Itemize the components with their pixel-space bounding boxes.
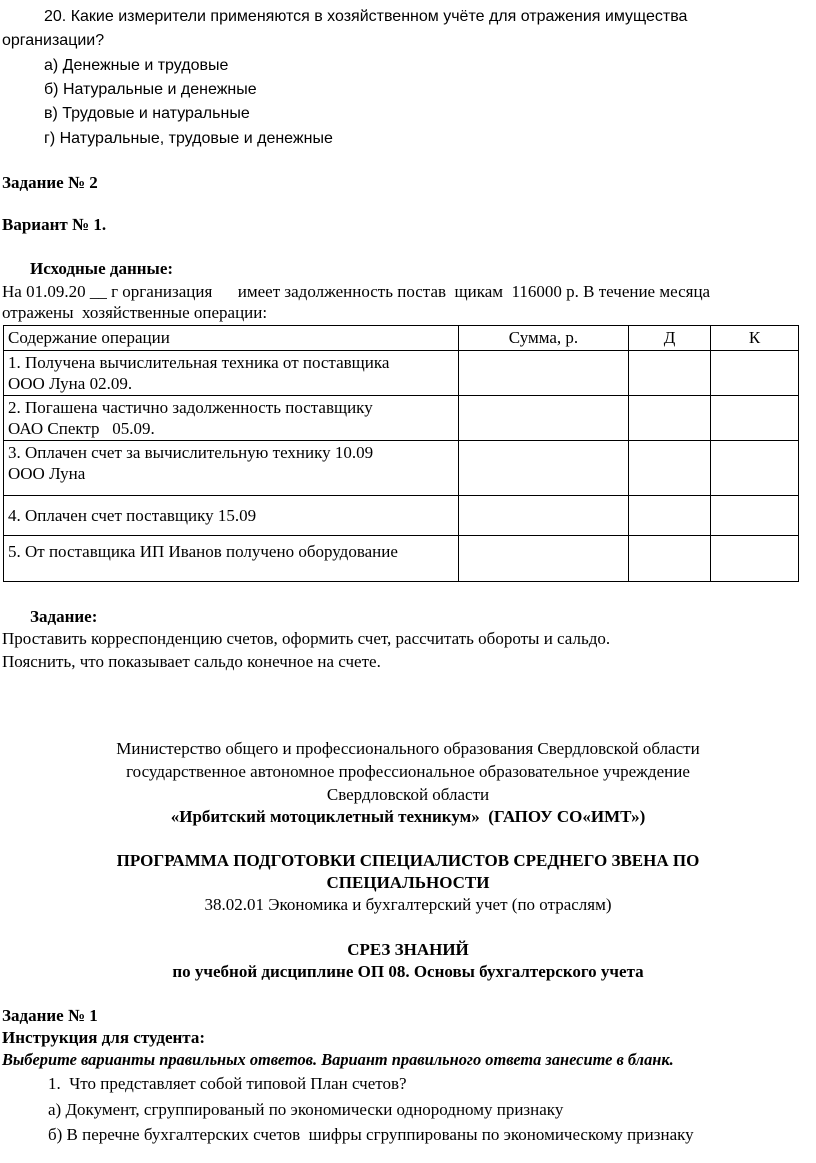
task1-question-1: 1. Что представляет собой типовой План счетов? [48, 1074, 407, 1093]
discipline-line: по учебной дисциплине ОП 08. Основы бухгалтерского учета [172, 962, 644, 981]
task2-task-line2: Пояснить, что показывает сальдо конечное на счете. [2, 652, 381, 671]
q20-question-line2: организации? [2, 32, 105, 49]
table-header-row [4, 326, 799, 351]
operation-cell [4, 536, 459, 582]
sum-cell [459, 396, 629, 441]
q20-option-c: в) Трудовые и натуральные [44, 105, 250, 122]
debit-cell [629, 496, 711, 536]
q20-option-b: б) Натуральные и денежные [44, 81, 257, 98]
table-row [4, 351, 799, 396]
operation-cell [4, 496, 459, 536]
credit-cell [711, 536, 799, 582]
credit-cell [711, 351, 799, 396]
operation-text-line2: ОАО Спектр 05.09. [8, 419, 155, 438]
header-debit: Д [629, 326, 711, 351]
task1-option-b: б) В перечне бухгалтерских счетов шифры сгруппированы по экономическому признаку [48, 1125, 694, 1144]
debit-cell [629, 536, 711, 582]
task2-intro-line1: На 01.09.20 __ г организация имеет задолженность постав щикам 116000 р. В течение месяца [2, 282, 711, 301]
table-row [4, 441, 799, 496]
operation-text-line1: 3. Оплачен счет за вычислительную технику 10.09 [8, 443, 374, 462]
task1-instruction-text: Выберите варианты правильных ответов. Вариант правильного ответа занесите в бланк. [2, 1050, 674, 1069]
debit-cell [629, 396, 711, 441]
task2-task-label: Задание: [30, 607, 98, 626]
specialty: 38.02.01 Экономика и бухгалтерский учет (по отраслям) [204, 895, 612, 914]
task2-variant: Вариант № 1. [2, 215, 107, 234]
sum-cell [459, 536, 629, 582]
task2-initial-data-label: Исходные данные: [30, 259, 174, 278]
header-credit: К [711, 326, 799, 351]
header-operation: Содержание операции [4, 326, 459, 351]
operations-table [3, 325, 799, 582]
operation-text-line1: 4. Оплачен счет поставщику 15.09 [8, 506, 257, 525]
operation-text-line2: ООО Луна 02.09. [8, 374, 133, 393]
credit-cell [711, 496, 799, 536]
test-title: СРЕЗ ЗНАНИЙ [347, 940, 469, 959]
ministry-line3: Свердловской области [326, 785, 490, 804]
task1-instruction-label: Инструкция для студента: [2, 1028, 206, 1047]
operation-cell [4, 441, 459, 496]
task1-option-a: а) Документ, сгруппированый по экономически однородному признаку [48, 1100, 564, 1119]
credit-cell [711, 396, 799, 441]
debit-cell [629, 441, 711, 496]
q20-question-line1: 20. Какие измерители применяются в хозяйственном учёте для отражения имущества [44, 8, 688, 25]
header-sum: Сумма, р. [459, 326, 629, 351]
sum-cell [459, 496, 629, 536]
task2-intro-line2: отражены хозяйственные операции: [2, 303, 268, 322]
institution-name: «Ирбитский мотоциклетный техникум» (ГАПОУ СО«ИМТ») [170, 807, 646, 826]
table-row [4, 496, 799, 536]
operation-cell [4, 396, 459, 441]
q20-option-a: а) Денежные и трудовые [44, 57, 229, 74]
operation-text-line1: 1. Получена вычислительная техника от поставщика [8, 353, 390, 372]
table-row [4, 536, 799, 582]
ministry-line1: Министерство общего и профессионального образования Свердловской области [116, 739, 700, 758]
operation-cell [4, 351, 459, 396]
task2-task-line1: Проставить корреспонденцию счетов, оформить счет, рассчитать обороты и сальдо. [2, 629, 611, 648]
task2-title: Задание № 2 [2, 173, 98, 192]
sum-cell [459, 351, 629, 396]
ministry-line2: государственное автономное профессиональное образовательное учреждение [126, 762, 690, 781]
sum-cell [459, 441, 629, 496]
table-row [4, 396, 799, 441]
program-title-line1: ПРОГРАММА ПОДГОТОВКИ СПЕЦИАЛИСТОВ СРЕДНЕГО ЗВЕНА ПО [116, 851, 700, 870]
program-title-line2: СПЕЦИАЛЬНОСТИ [326, 873, 490, 892]
credit-cell [711, 441, 799, 496]
operation-text-line2: ООО Луна [8, 464, 86, 483]
q20-option-d: г) Натуральные, трудовые и денежные [44, 130, 333, 147]
operation-text-line1: 2. Погашена частично задолженность поставщику [8, 398, 373, 417]
debit-cell [629, 351, 711, 396]
task1-title: Задание № 1 [2, 1006, 98, 1025]
operation-text-line1: 5. От поставщика ИП Иванов получено оборудование [8, 542, 398, 561]
